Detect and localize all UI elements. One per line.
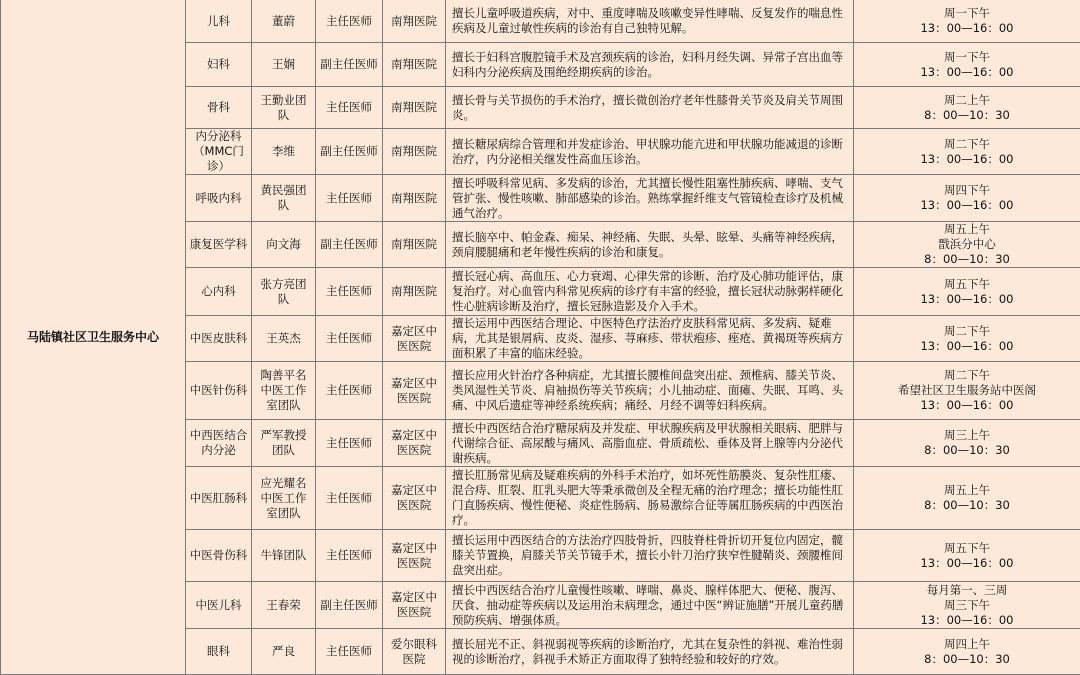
hospital-cell: 南翔医院 [383,0,446,43]
time-line: 周二下午 [857,368,1077,383]
time-cell [854,222,1080,268]
time-line: 周二下午 [857,137,1077,152]
desc-cell: 擅长冠心病、高血压、心力衰竭、心律失常的诊断、治疗及心肺功能评估，康复治疗。对心血管内科常见疾病的诊疗有丰富的经验，擅长冠状动脉粥样硬化性心脏病诊断及治疗，擅长冠脉造影及介入手术。 [446,268,854,316]
hospital-cell: 南翔医院 [383,87,446,129]
hospital-cell: 爱尔眼科医院 [383,629,446,675]
table-row [1,0,1080,43]
desc-cell: 擅长糖尿病综合管理和并发症诊治、甲状腺功能亢进和甲状腺功能减退的诊断治疗，内分泌相关继发性高血压诊治。 [446,129,854,175]
time-cell [854,175,1080,222]
time-cell [854,129,1080,175]
doctor-cell: 王娴 [252,43,316,87]
time-cell [854,582,1080,629]
hospital-cell: 南翔医院 [383,43,446,87]
desc-cell: 擅长骨与关节损伤的手术治疗，擅长微创治疗老年性膝骨关节炎及肩关节周围炎。 [446,87,854,129]
doctor-cell: 张方亮团队 [252,268,316,316]
center-name-cell: 马陆镇社区卫生服务中心 [1,0,186,675]
dept-cell: 中医儿科 [186,582,252,629]
title-cell: 主任医师 [316,0,383,43]
dept-cell: 骨科 [186,87,252,129]
time-line: 13：00—16：00 [857,198,1077,213]
time-line: 每月第一、三周 [857,583,1077,598]
doctor-cell: 黄民强团队 [252,175,316,222]
desc-cell: 擅长儿童呼吸道疾病，对中、重度哮喘及咳嗽变异性哮喘、反复发作的喘息性疾病及儿童过敏性疾病的诊治有自己独特见解。 [446,0,854,43]
title-cell: 副主任医师 [316,222,383,268]
hospital-cell: 南翔医院 [383,222,446,268]
dept-cell: 妇科 [186,43,252,87]
time-line: 8：00—10：30 [857,498,1077,513]
title-cell: 主任医师 [316,87,383,129]
title-cell: 副主任医师 [316,582,383,629]
title-cell: 副主任医师 [316,43,383,87]
time-cell [854,87,1080,129]
dept-cell: 心内科 [186,268,252,316]
doctor-cell: 严军教授团队 [252,420,316,467]
time-cell [854,420,1080,467]
time-line: 周二下午 [857,324,1077,339]
time-cell [854,0,1080,43]
hospital-cell: 嘉定区中医医院 [383,316,446,362]
desc-cell: 擅长运用中西医结合的方法治疗四肢骨折，四肢脊柱骨折切开复位内固定，髋膝关节置换，肩膝关节关节镜手术，擅长小针刀治疗狭窄性腱鞘炎、颈腰椎间盘突出症。 [446,530,854,582]
desc-cell: 擅长中西医结合治疗糖尿病及并发症、甲状腺疾病及甲状腺相关眼病、肥胖与代谢综合征、高尿酸与痛风、高脂血症、骨质疏松、垂体及肾上腺等内分泌代谢疾病。 [446,420,854,467]
title-cell: 主任医师 [316,175,383,222]
time-line: 周四上午 [857,637,1077,652]
desc-cell: 擅长应用火针治疗各种病症，尤其擅长腰椎间盘突出症、颈椎病、膝关节炎、类风湿性关节炎、肩袖损伤等关节疾病；小儿抽动症、面瘫、失眠、耳鸣、头痛、中风后遗症等神经系统疾病；痛经、月经不调等妇科疾病。 [446,362,854,420]
hospital-cell: 嘉定区中医医院 [383,420,446,467]
hospital-cell: 嘉定区中医医院 [383,530,446,582]
title-cell: 主任医师 [316,362,383,420]
hospital-cell: 南翔医院 [383,268,446,316]
dept-cell: 呼吸内科 [186,175,252,222]
time-line: 13：00—16：00 [857,292,1077,307]
hospital-cell: 南翔医院 [383,175,446,222]
title-cell: 主任医师 [316,467,383,530]
time-line: 周一下午 [857,6,1077,21]
time-cell [854,467,1080,530]
doctor-cell: 向文海 [252,222,316,268]
desc-cell: 擅长运用中西医结合理论、中医特色疗法治疗皮肤科常见病、多发病、疑难病，尤其是银屑病、皮炎、湿疹、荨麻疹、带状疱疹、痤疮、黄褐斑等疾病方面积累了丰富的临床经验。 [446,316,854,362]
doctor-cell: 应光耀名中医工作室团队 [252,467,316,530]
title-cell: 主任医师 [316,420,383,467]
time-cell [854,362,1080,420]
time-line: 希望社区卫生服务站中医阁 [857,383,1077,398]
time-cell [854,530,1080,582]
time-line: 周五上午 [857,483,1077,498]
doctor-cell: 王春荣 [252,582,316,629]
time-line: 周五下午 [857,541,1077,556]
time-cell [854,268,1080,316]
desc-cell: 擅长呼吸科常见病、多发病的诊治，尤其擅长慢性阻塞性肺疾病、哮喘、支气管扩张、慢性咳嗽、肺部感染的诊治。熟练掌握纤维支气管镜检查诊疗及机械通气治疗。 [446,175,854,222]
doctor-cell: 李维 [252,129,316,175]
dept-cell: 中医肛肠科 [186,467,252,530]
desc-cell: 擅长肛肠常见病及疑难疾病的外科手术治疗，如坏死性筋膜炎、复杂性肛瘘、混合痔、肛裂、肛乳头肥大等秉承微创及全程无痛的治疗理念；擅长功能性肛门直肠疾病、慢性便秘、炎症性肠病、肠易激综合征等属肛肠疾病的中西医治疗。 [446,467,854,530]
hospital-cell: 嘉定区中医医院 [383,467,446,530]
time-line: 13：00—16：00 [857,152,1077,167]
title-cell: 主任医师 [316,268,383,316]
time-line: 13：00—16：00 [857,21,1077,36]
time-line: 13：00—16：00 [857,613,1077,628]
time-line: 周四下午 [857,183,1077,198]
dept-cell: 康复医学科 [186,222,252,268]
time-line: 戬浜分中心 [857,237,1077,252]
time-line: 周五下午 [857,277,1077,292]
time-line: 13：00—16：00 [857,339,1077,354]
time-cell [854,629,1080,675]
title-cell: 主任医师 [316,316,383,362]
doctor-cell: 牛锋团队 [252,530,316,582]
time-line: 8：00—10：30 [857,652,1077,667]
hospital-cell: 嘉定区中医医院 [383,582,446,629]
time-cell [854,316,1080,362]
time-line: 8：00—10：30 [857,108,1077,123]
desc-cell: 擅长中西医结合治疗儿童慢性咳嗽、哮喘、鼻炎、腺样体肥大、便秘、腹泻、厌食、抽动症等疾病以及运用治未病理念，通过中医“辨证施膳”开展儿童药膳预防疾病、增强体质。 [446,582,854,629]
doctor-cell: 严良 [252,629,316,675]
time-line: 周五上午 [857,222,1077,237]
doctor-cell: 王勤业团队 [252,87,316,129]
title-cell: 主任医师 [316,530,383,582]
doctor-cell: 王英杰 [252,316,316,362]
time-line: 周三上午 [857,428,1077,443]
dept-cell: 中医针伤科 [186,362,252,420]
dept-cell: 中医皮肤科 [186,316,252,362]
time-line: 周一下午 [857,50,1077,65]
dept-cell: 眼科 [186,629,252,675]
time-cell [854,43,1080,87]
time-line: 13：00—16：00 [857,398,1077,413]
dept-cell: 内分泌科（MMC门诊） [186,129,252,175]
doctor-cell: 陶善平名中医工作室团队 [252,362,316,420]
time-line: 周二上午 [857,93,1077,108]
title-cell: 副主任医师 [316,129,383,175]
time-line: 13：00—16：00 [857,556,1077,571]
dept-cell: 中西医结合内分泌 [186,420,252,467]
doctor-cell: 董蔚 [252,0,316,43]
time-line: 8：00—10：30 [857,252,1077,267]
time-line: 周三下午 [857,598,1077,613]
title-cell: 主任医师 [316,629,383,675]
dept-cell: 儿科 [186,0,252,43]
time-line: 8：00—10：30 [857,443,1077,458]
time-line: 13：00—16：00 [857,65,1077,80]
desc-cell: 擅长脑卒中、帕金森、痴呆、神经痛、失眠、头晕、眩晕、头痛等神经疾病，颈肩腰腿痛和老年慢性疾病的诊治和康复。 [446,222,854,268]
desc-cell: 擅长于妇科宫腹腔镜手术及宫颈疾病的诊治，妇科月经失调、异常子宫出血等妇科内分泌疾病及围绝经期疾病的诊治。 [446,43,854,87]
dept-cell: 中医骨伤科 [186,530,252,582]
hospital-cell: 南翔医院 [383,129,446,175]
desc-cell: 擅长屈光不正、斜视弱视等疾病的诊断治疗，尤其在复杂性的斜视、难治性弱视的诊断治疗，斜视手术矫正方面取得了独特经验和较好的疗效。 [446,629,854,675]
hospital-cell: 嘉定区中医医院 [383,362,446,420]
